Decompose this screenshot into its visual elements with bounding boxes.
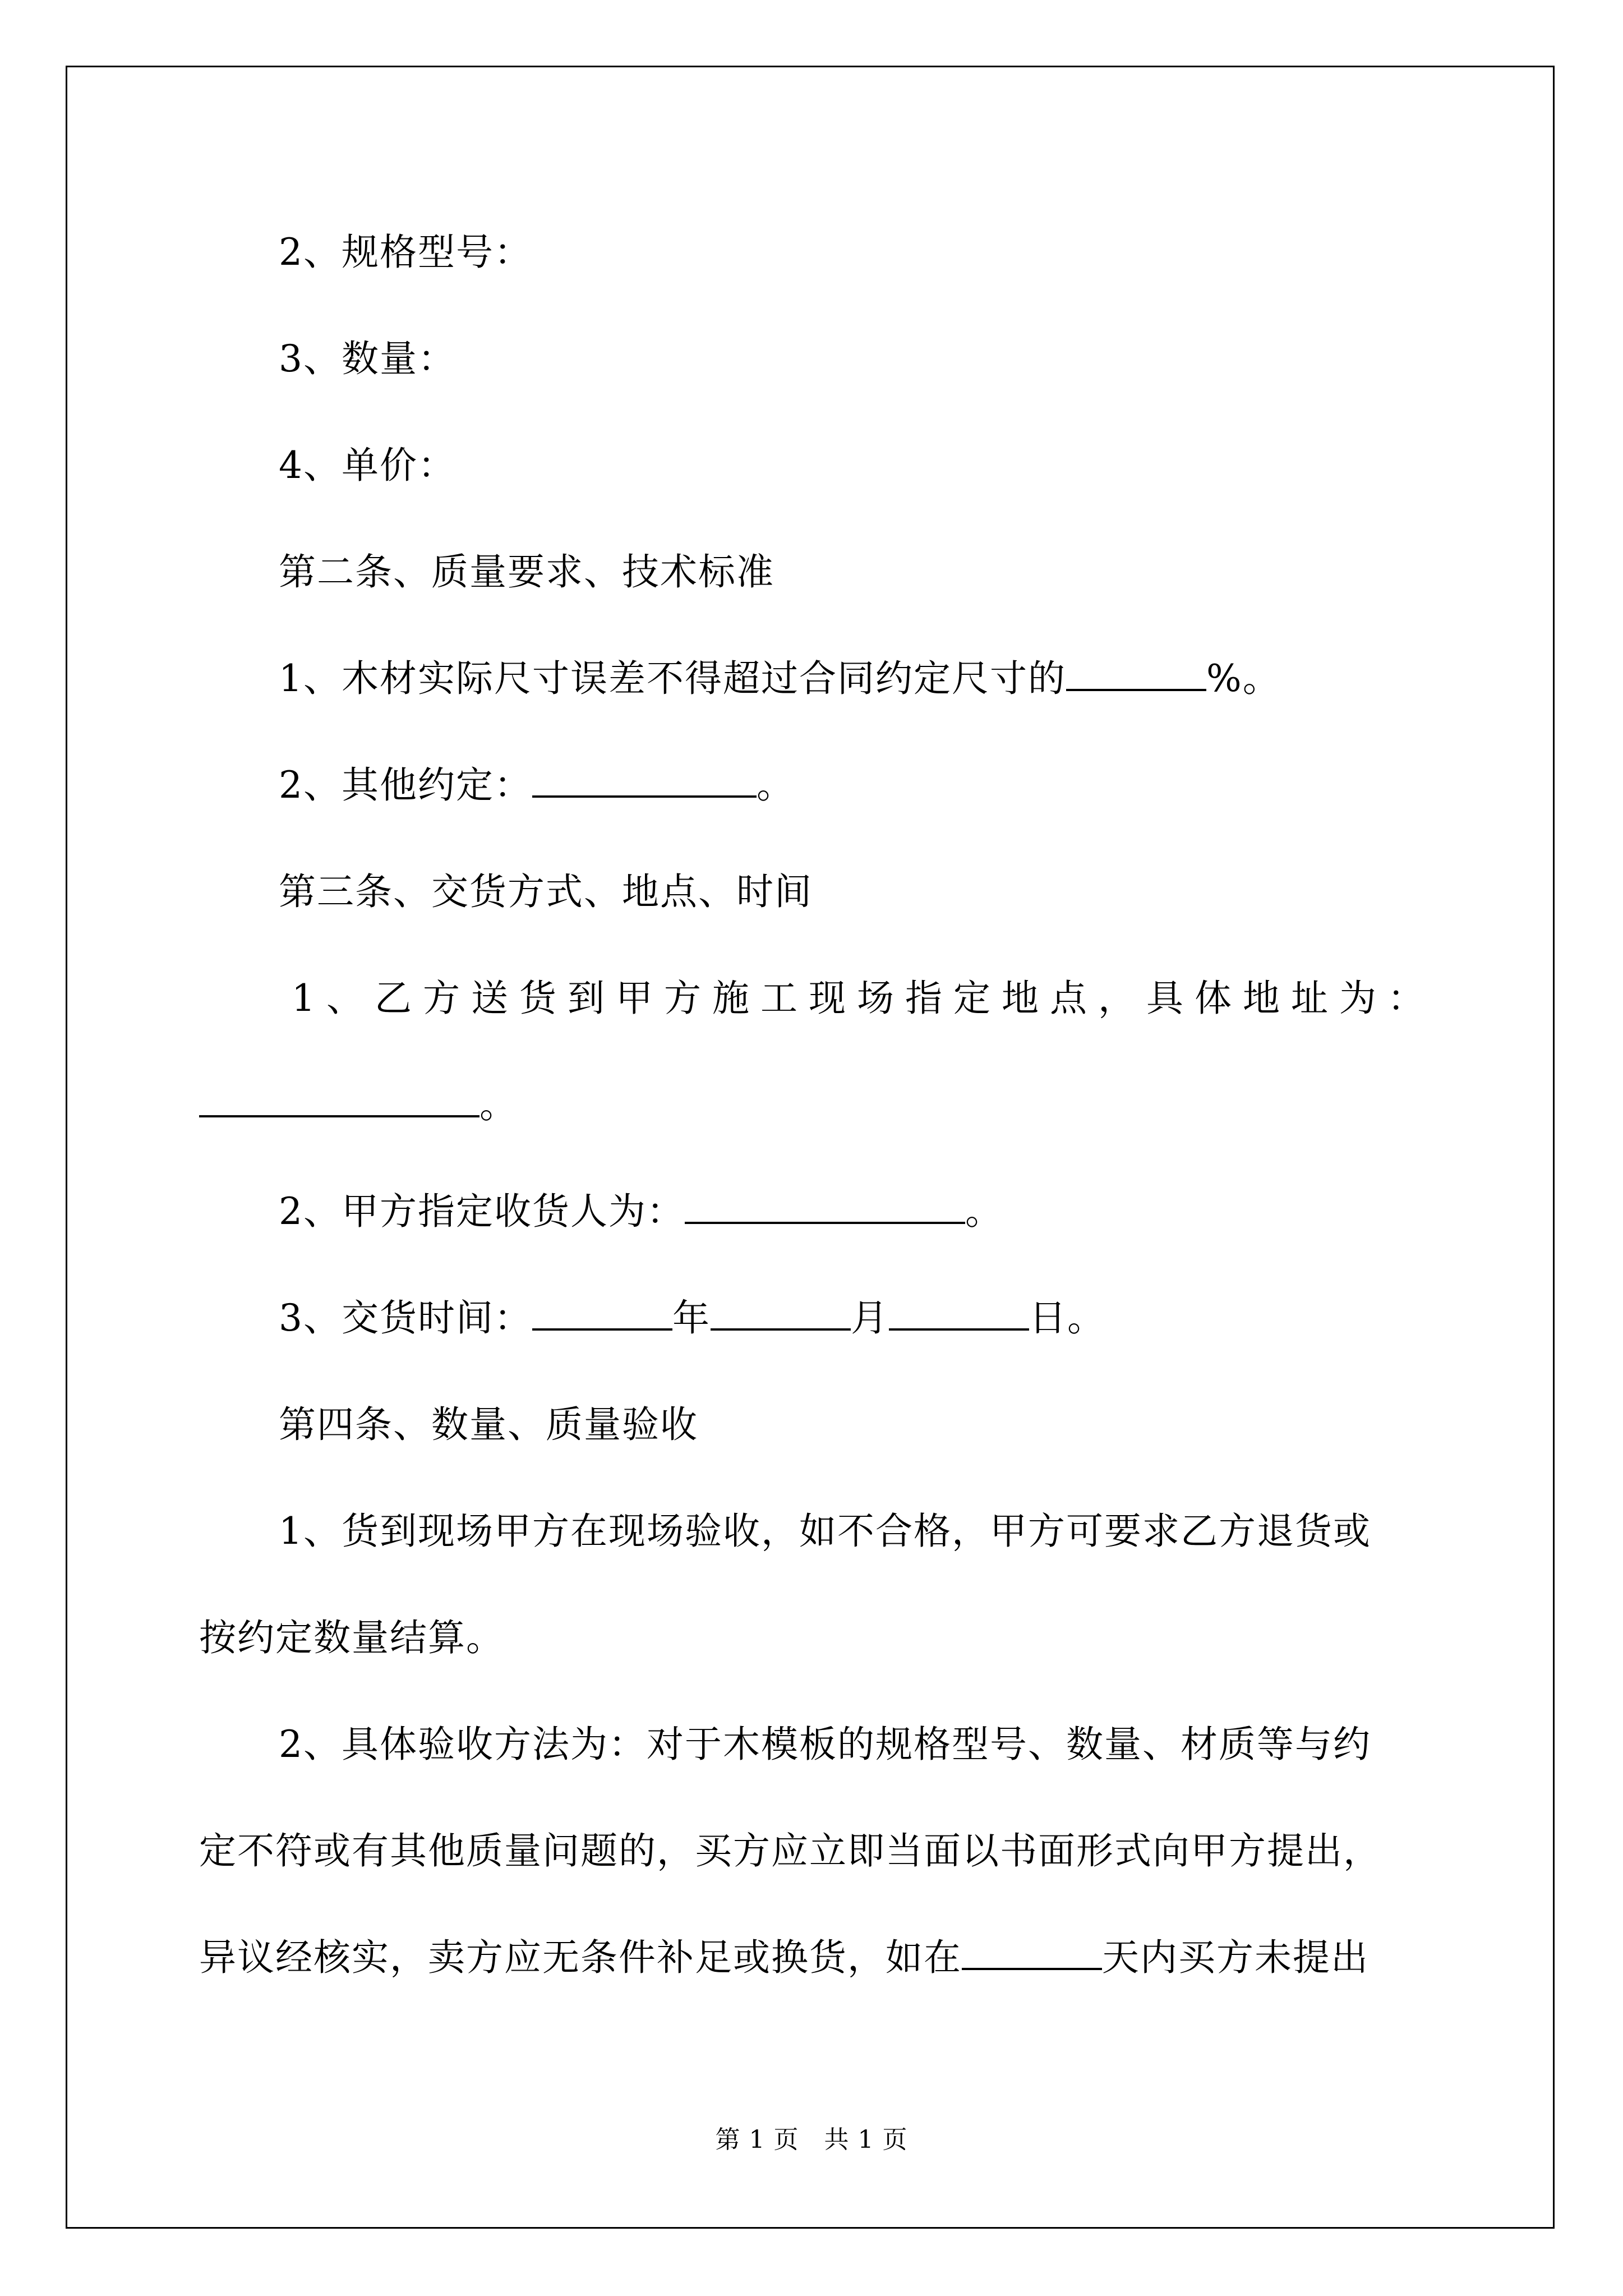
text-line	[279, 1719, 1371, 1770]
text-line	[292, 973, 1436, 1024]
fill-blank[interactable]	[962, 1933, 1102, 1970]
line-text: 第三条、交货方式、地点、时间	[279, 870, 813, 913]
fill-blank-day[interactable]	[889, 1294, 1029, 1331]
fill-blank[interactable]	[532, 761, 757, 798]
text-line	[279, 760, 795, 811]
line-text: 2、甲方指定收货人为：	[279, 1190, 685, 1233]
section-heading	[279, 1400, 698, 1450]
page-number: 第 1 页 共 1 页	[715, 2125, 908, 2154]
line-text: 日。	[1029, 1296, 1105, 1340]
section-heading	[279, 867, 813, 917]
line-text: 第二条、质量要求、技术标准	[279, 550, 774, 593]
line-text: 异议经核实，卖方应无条件补足或换货，如在	[199, 1936, 962, 1979]
text-line	[279, 1186, 1003, 1237]
line-text: 。	[965, 1190, 1003, 1233]
line-text: 月	[851, 1296, 889, 1340]
line-text: 2、其他约定：	[279, 763, 532, 807]
text-line	[279, 440, 456, 491]
text-line	[279, 1293, 1105, 1343]
fill-blank-year[interactable]	[532, 1294, 672, 1331]
line-text: 1、货到现场甲方在现场验收，如不合格，甲方可要求乙方退货或	[279, 1510, 1371, 1553]
text-line	[199, 1826, 1381, 1876]
line-text: 2、规格型号：	[279, 231, 532, 274]
line-text: 年	[672, 1296, 711, 1340]
fill-blank[interactable]	[199, 1080, 479, 1117]
line-text: 第四条、数量、质量验收	[279, 1403, 698, 1446]
line-text: 4、单价：	[279, 444, 456, 487]
line-text: 2、具体验收方法为：对于木模板的规格型号、数量、材质等与约	[279, 1723, 1371, 1766]
fill-blank[interactable]	[685, 1187, 965, 1224]
line-text: 1、乙方送货到甲方施工现场指定地点，具体地址为：	[292, 977, 1436, 1020]
line-text: 3、交货时间：	[279, 1296, 532, 1340]
page-footer	[0, 2123, 1623, 2157]
line-text: 定不符或有其他质量问题的，买方应立即当面以书面形式向甲方提出，	[199, 1829, 1381, 1872]
text-line	[199, 1613, 504, 1663]
text-line	[279, 227, 532, 278]
text-line	[199, 1932, 1369, 1983]
line-text: 天内买方未提出	[1102, 1936, 1369, 1979]
text-line	[279, 334, 456, 384]
section-heading	[279, 547, 774, 597]
text-line	[199, 1080, 518, 1130]
line-text: 。	[479, 1083, 518, 1126]
line-text: 3、数量：	[279, 337, 456, 380]
line-text: 1、木材实际尺寸误差不得超过合同约定尺寸的	[279, 657, 1066, 700]
fill-blank-month[interactable]	[711, 1294, 851, 1331]
page-border	[66, 66, 1555, 2229]
fill-blank[interactable]	[1066, 654, 1206, 691]
line-text: 按约定数量结算。	[199, 1616, 504, 1659]
line-text: 。	[757, 763, 795, 807]
text-line	[279, 654, 1281, 704]
text-line	[279, 1506, 1371, 1557]
line-text: %。	[1206, 657, 1281, 700]
